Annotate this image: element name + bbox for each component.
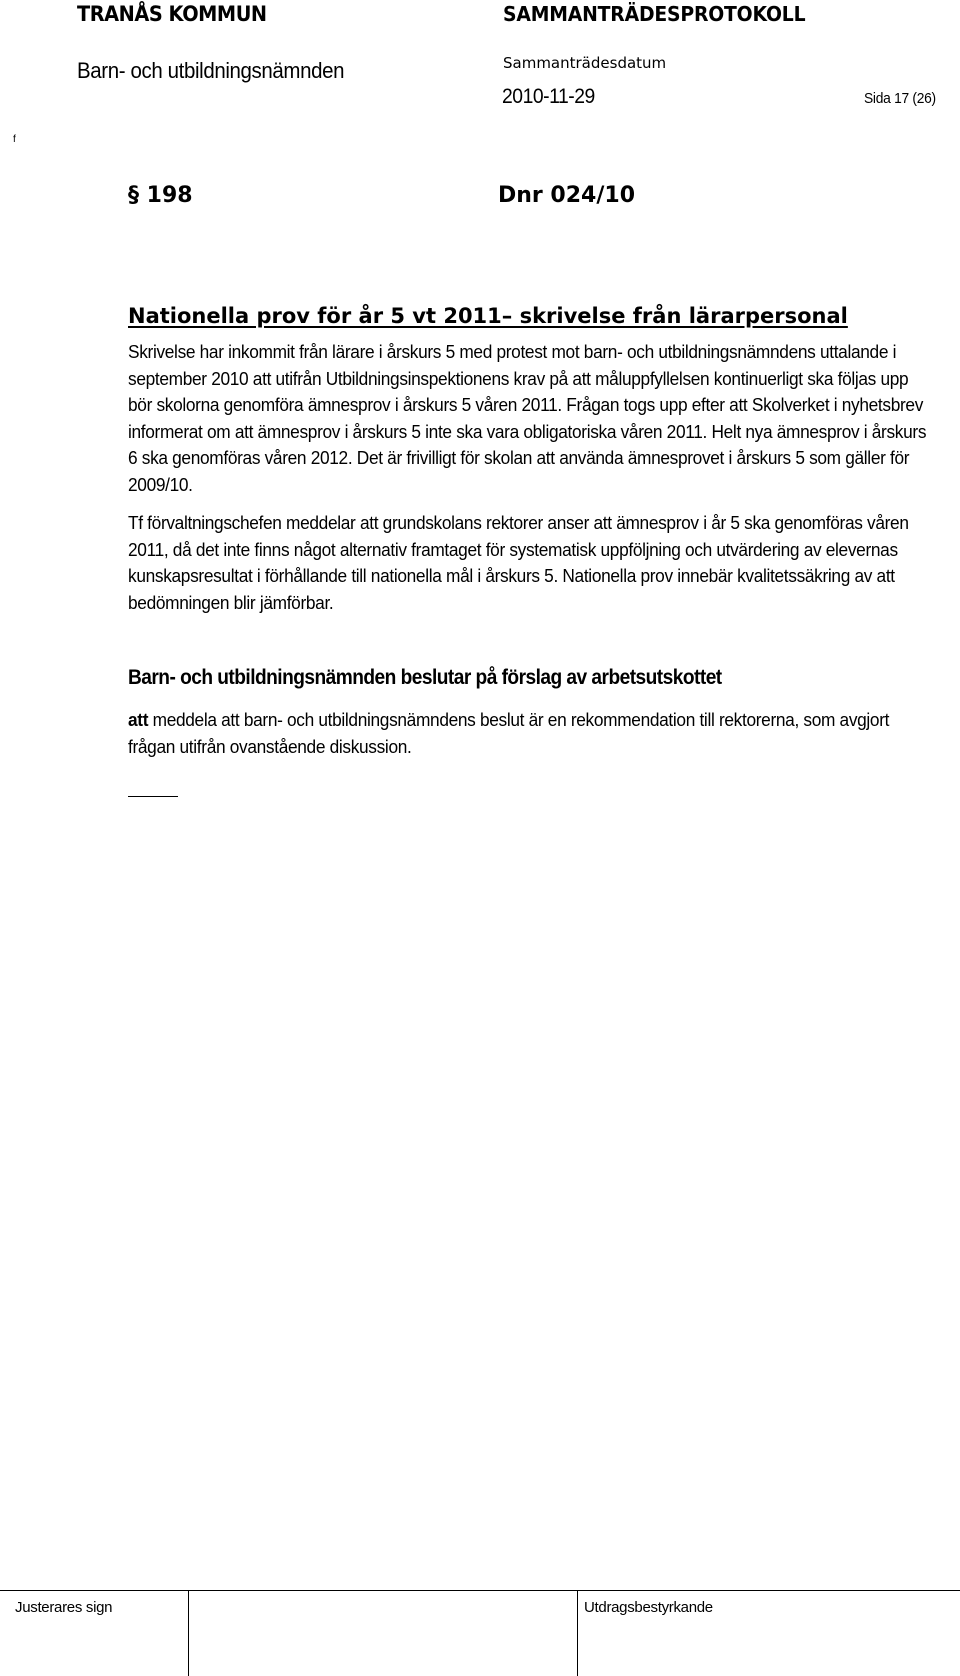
- margin-mark: f: [13, 134, 16, 145]
- footer-divider-right: [577, 1591, 578, 1676]
- meeting-date: 2010-11-29: [502, 85, 595, 108]
- organization-name: TRANÅS KOMMUN: [77, 2, 267, 26]
- page-number: Sida 17 (26): [864, 90, 936, 107]
- meeting-date-label: Sammanträdesdatum: [503, 54, 667, 72]
- signature-footer: [0, 1590, 960, 1676]
- decision-body: meddela att barn- och utbildningsnämndens beslut är en rekommendation till rektorerna, som avgjort frågan utifrån ovanstående diskussion.: [128, 709, 890, 757]
- body-paragraph-2: Tf förvaltningschefen meddelar att grundskolans rektorer anser att ämnesprov i år 5 ska genomföras våren 2011, då det inte finns något alternativ framtaget för systematisk uppföljning och utvärdering av elevernas kunskapsresultat i förhållande till nationella mål i årskurs 5. Nationella prov innebär kvalitetssäkring av att bedömningen blir jämförbar.: [128, 512, 909, 613]
- decision-heading: Barn- och utbildningsnämnden beslutar på förslag av arbetsutskottet: [128, 665, 722, 689]
- document-type: SAMMANTRÄDESPROTOKOLL: [503, 2, 806, 26]
- adjuster-signature-label: Justerares sign: [15, 1599, 113, 1616]
- section-title: Nationella prov för år 5 vt 2011– skrivelse från lärarpersonal: [128, 304, 848, 328]
- end-rule: [128, 796, 178, 797]
- decision-text: [128, 707, 927, 760]
- decision-lead-word: att: [128, 709, 149, 730]
- paragraph-number: § 198: [128, 183, 193, 208]
- department-name: Barn- och utbildningsnämnden: [77, 58, 345, 83]
- diary-number: Dnr 024/10: [498, 183, 636, 208]
- footer-divider-left: [188, 1591, 189, 1676]
- body-paragraph-1: Skrivelse har inkommit från lärare i årskurs 5 med protest mot barn- och utbildningsnämndens uttalande i september 2010 att utifrån Utbildningsinspektionens krav på att måluppfyllelsen kontinuerligt ska följas upp bör skolorna genomföra ämnesprov i årskurs 5 våren 2011. Frågan togs upp efter att Skolverket i nyhetsbrev informerat om att ämnesprov i årskurs 5 inte ska vara obligatoriska våren 2011. Helt nya ämnesprov i årskurs 6 ska genomföras våren 2012. Det är frivilligt för skolan att använda ämnesprovet i årskurs 5 som gäller för 2009/10.: [128, 341, 927, 495]
- certification-label: Utdragsbestyrkande: [584, 1599, 713, 1616]
